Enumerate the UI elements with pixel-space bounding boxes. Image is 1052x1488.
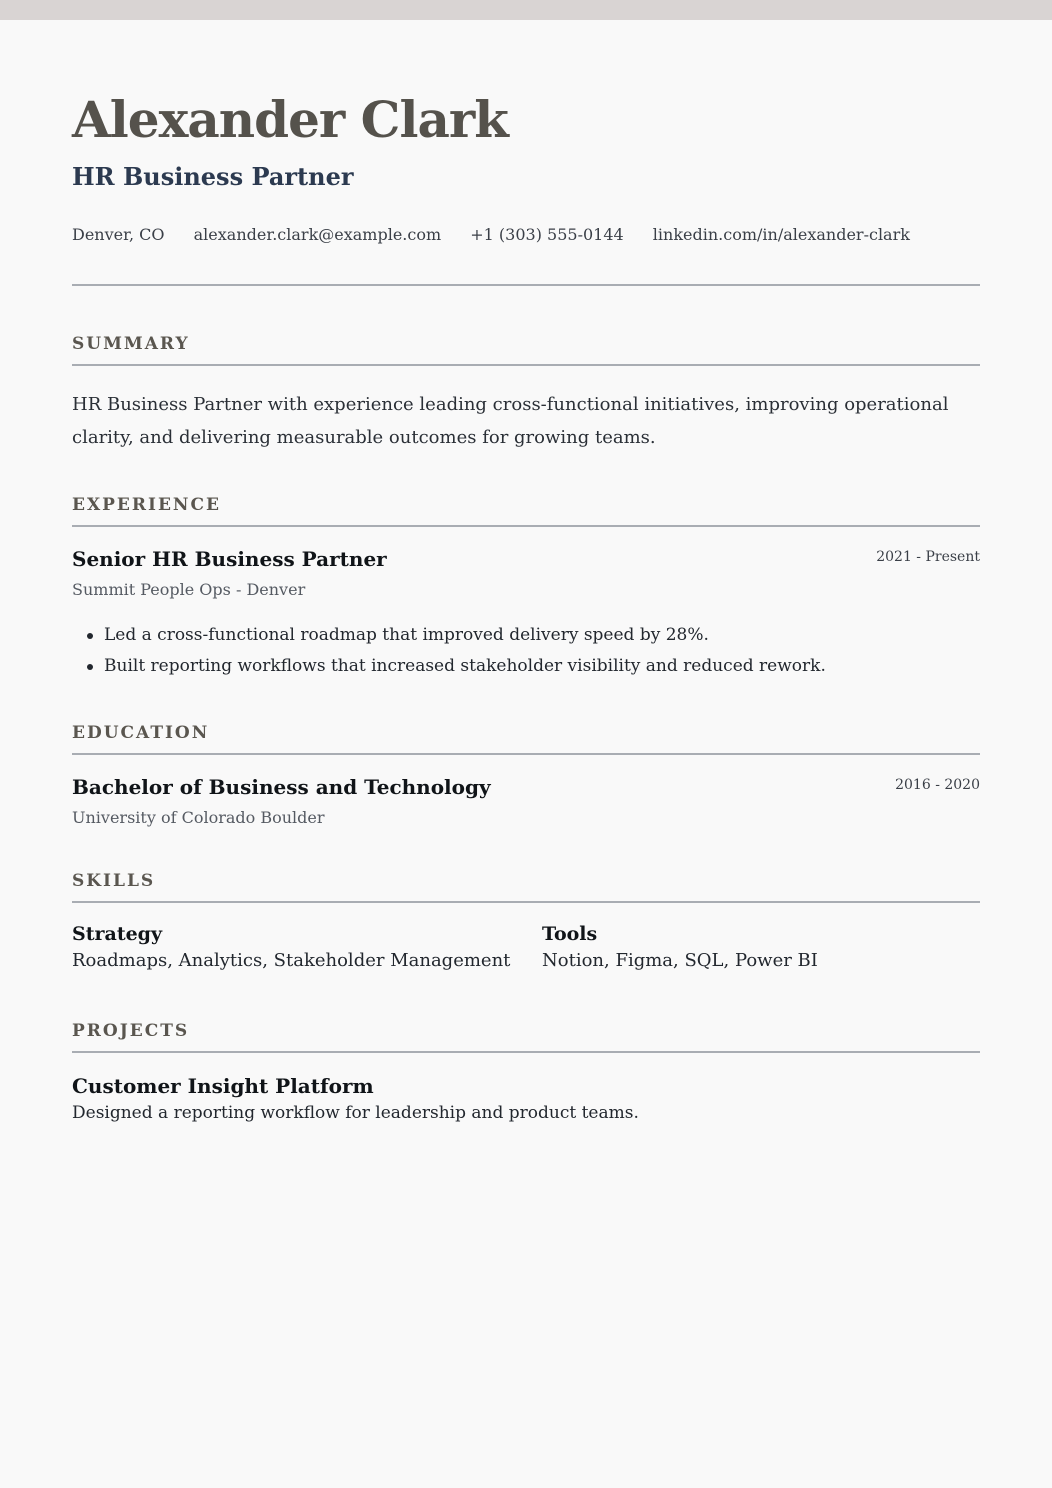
skill-group-title: Tools <box>542 923 598 945</box>
bullet-icon <box>87 664 93 670</box>
education-school: University of Colorado Boulder <box>72 808 325 827</box>
contact-location: Denver, CO <box>72 225 165 244</box>
bullet-text: Led a cross-functional roadmap that improved delivery speed by 28%. <box>104 625 709 645</box>
contact-email[interactable]: alexander.clark@example.com <box>193 225 442 244</box>
list-item <box>104 620 1004 651</box>
experience-dates: 2021 - Present <box>876 549 980 565</box>
experience-role: Senior HR Business Partner <box>72 547 387 571</box>
summary-heading: SUMMARY <box>72 334 190 354</box>
education-divider <box>72 753 980 755</box>
education-degree: Bachelor of Business and Technology <box>72 775 491 799</box>
project-name: Customer Insight Platform <box>72 1074 374 1098</box>
projects-heading: PROJECTS <box>72 1021 190 1041</box>
experience-company: Summit People Ops - Denver <box>72 580 306 599</box>
summary-text: HR Business Partner with experience leading cross-functional initiatives, improving operational clarity, and delivering measurable outcomes for growing teams. <box>72 394 949 448</box>
candidate-headline: HR Business Partner <box>72 162 354 191</box>
skills-divider <box>72 901 980 903</box>
header-divider <box>72 284 980 286</box>
experience-divider <box>72 525 980 527</box>
experience-heading: EXPERIENCE <box>72 495 221 515</box>
skill-group-items: Roadmaps, Analytics, Stakeholder Management <box>72 950 511 971</box>
bullet-icon <box>87 633 93 639</box>
candidate-name: Alexander Clark <box>72 90 508 149</box>
summary-divider <box>72 364 980 366</box>
contact-line <box>72 225 934 245</box>
education-dates: 2016 - 2020 <box>895 777 980 793</box>
project-description: Designed a reporting workflow for leadership and product teams. <box>72 1103 639 1123</box>
contact-phone[interactable]: +1 (303) 555-0144 <box>470 225 624 244</box>
skills-heading: SKILLS <box>72 871 156 891</box>
skill-group-title: Strategy <box>72 923 163 945</box>
experience-bullets <box>72 620 1004 682</box>
contact-linkedin[interactable]: linkedin.com/in/alexander-clark <box>652 225 910 244</box>
bullet-text: Built reporting workflows that increased stakeholder visibility and reduced rework. <box>104 656 826 676</box>
education-heading: EDUCATION <box>72 723 210 743</box>
projects-divider <box>72 1051 980 1053</box>
resume-page <box>0 20 1052 1488</box>
list-item <box>104 651 1004 682</box>
skill-group-items: Notion, Figma, SQL, Power BI <box>542 950 818 971</box>
